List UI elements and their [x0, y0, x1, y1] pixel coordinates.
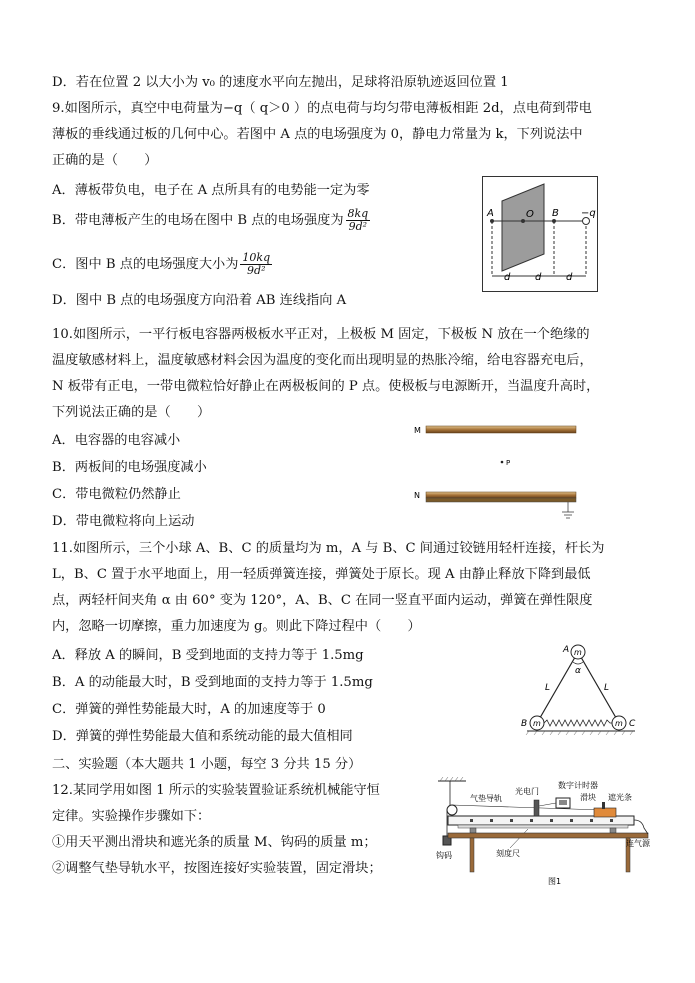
label-d3: d [566, 272, 573, 283]
label-m: M [414, 426, 421, 435]
q10-stem-line2: 温度敏感材料上，温度敏感材料会因为温度的变化而出现明显的热胀冷缩，给电容器充电后， [52, 353, 593, 368]
q12-stem-line2: 定律。实验操作步骤如下： [52, 809, 211, 824]
thermal-material [426, 498, 576, 502]
q11-option-a: A．释放 A 的瞬间，B 受到地面的支持力等于 1.5mg [52, 648, 364, 663]
q9-stem-line3: 正确的是（ ） [52, 153, 158, 168]
q11-stem-line4: 内，忽略一切摩擦，重力加速度为 g。则此下降过程中（ ） [52, 619, 421, 634]
q10-stem-line4: 下列说法正确的是（ ） [52, 405, 211, 420]
ball-a-mass: m [574, 648, 582, 657]
q9-option-c: C．图中 B 点的电场强度大小为 $\frac{10kq}{\text{9d²}}$ [52, 251, 271, 277]
label-strip: 遮光条 [608, 793, 632, 802]
slider [594, 808, 616, 817]
plate-n [426, 492, 576, 498]
q9-plate-figure [482, 176, 598, 292]
label-timer: 数字计时器 [558, 781, 598, 790]
q9-stem-line2: 薄板的垂线通过板的几何中心。若图中 A 点的电场强度为 0，静电力常量为 k，下列说法中 [52, 127, 583, 142]
q11-three-ball-figure [515, 640, 650, 736]
label-slider: 滑块 [580, 793, 596, 802]
q9-stem-line1: 9.如图所示，真空中电荷量为−q（ q＞0 ）的点电荷与均匀带电薄板相距 2d，点电荷到带电 [52, 101, 592, 116]
label-a: A [563, 645, 570, 655]
plate-m [426, 426, 576, 433]
label-alpha: α [575, 666, 581, 676]
label-d1: d [504, 272, 511, 283]
spring [544, 720, 612, 726]
label-n: N [414, 491, 420, 500]
q9-option-d: D．图中 B 点的电场强度方向沿着 AB 连线指向 A [52, 293, 347, 308]
q10-option-d: D．带电微粒将向上运动 [52, 514, 195, 529]
point-b [552, 219, 556, 223]
point-p [501, 461, 504, 464]
table-top [448, 833, 648, 838]
label-l-left: L [545, 683, 551, 693]
label-track: 气垫导轨 [470, 794, 502, 803]
q11-option-b: B．A 的动能最大时，B 受到地面的支持力等于 1.5mg [52, 675, 373, 690]
label-a: A [487, 208, 494, 219]
shading-strip [602, 802, 605, 809]
q9-option-b: B．带电薄板产生的电场在图中 B 点的电场强度为 $\frac{8kq}{\text{9d²}}$ [52, 207, 369, 233]
photogate [534, 800, 539, 816]
ball-b-mass: m [533, 719, 541, 728]
q11-stem-line1: 11.如图所示，三个小球 A、B、C 的质量均为 m，A 与 B、C 间通过铰链用轻杆连接，杆长为 [52, 541, 605, 556]
q11-option-c: C．弹簧的弹性势能最大时，A 的加速度等于 0 [52, 702, 326, 717]
pulley [447, 805, 457, 815]
q12-stem-line1: 12.某同学用如图 1 所示的实验装置验证系统机械能守恒 [52, 783, 380, 798]
label-d2: d [535, 272, 542, 283]
fraction-10kq-9d2: $\frac{10kq}{\text{9d²}}$ [242, 251, 271, 277]
figure-caption: 图1 [548, 877, 562, 886]
q10-capacitor-figure [410, 420, 580, 524]
q10-option-c: C．带电微粒仍然静止 [52, 487, 181, 502]
q10-option-b: B．两板间的电场强度减小 [52, 460, 207, 475]
q10-stem-line1: 10.如图所示，一平行板电容器两极板水平正对，上极板 M 固定，下极板 N 放在一个绝缘的 [52, 327, 590, 342]
point-o [521, 219, 525, 223]
q11-stem-line2: L，B、C 置于水平地面上，用一轻质弹簧连接，弹簧处于原长。现 A 由静止释放下降到最低 [52, 567, 591, 582]
label-air: 连气源 [626, 839, 650, 848]
label-weight: 钩码 [436, 851, 452, 860]
q12-step1: ①用天平测出滑块和遮光条的质量 M、钩码的质量 m； [52, 835, 377, 850]
label-b: B [552, 208, 559, 219]
q12-step2: ②调整气垫导轨水平，按图连接好实验装置，固定滑块； [52, 861, 382, 876]
q10-stem-line3: N 板带有正电，一带电微粒恰好静止在两极板间的 P 点。使极板与电源断开，当温度升高时， [52, 379, 600, 394]
label-gate: 光电门 [515, 787, 539, 796]
ball-c-mass: m [615, 719, 623, 728]
q10-option-a: A．电容器的电容减小 [52, 433, 181, 448]
label-l-right: L [604, 683, 610, 693]
fraction-8kq-9d2: $\frac{8kq}{\text{9d²}}$ [347, 207, 369, 233]
q11-stem-line3: 点，两轻杆间夹角 α 由 60° 变为 120°，A、B、C 在同一竖直平面内运动，弹簧在弹性限度 [52, 593, 593, 608]
air-track [448, 816, 634, 825]
label-b: B [521, 719, 528, 729]
point-a [490, 219, 494, 223]
label-ruler: 刻度尺 [496, 849, 520, 858]
section-2-title: 二、实验题（本大题共 1 小题，每空 3 分共 15 分） [52, 757, 362, 772]
q12-airtrack-figure [430, 776, 660, 888]
q11-option-d: D．弹簧的弹性势能最大值和系统动能的最大值相同 [52, 729, 353, 744]
q8-option-d: D．若在位置 2 以大小为 v₀ 的速度水平向左抛出，足球将沿原轨迹返回位置 1 [52, 75, 509, 90]
label-p: P [506, 459, 511, 467]
label-q: −q [581, 208, 596, 219]
label-c: C [629, 719, 636, 729]
label-o: O [526, 209, 534, 220]
ruler [458, 825, 628, 828]
q9-option-a: A．薄板带负电，电子在 A 点所具有的电势能一定为零 [52, 183, 370, 198]
